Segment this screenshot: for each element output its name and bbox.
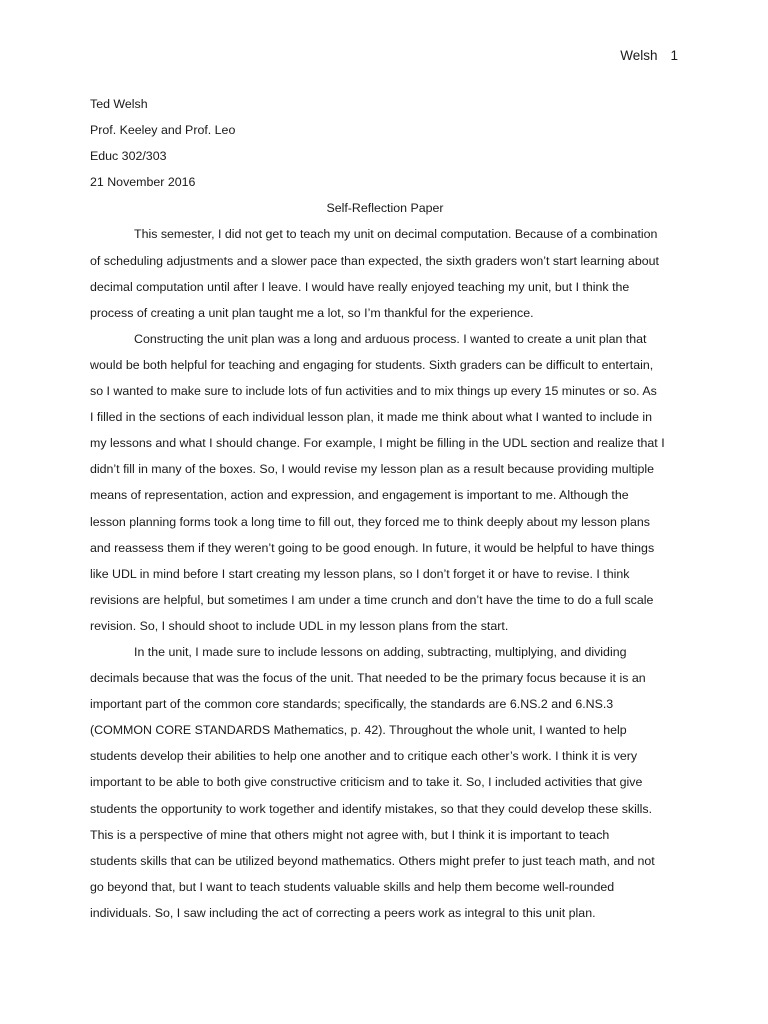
paragraph-line: In the unit, I made sure to include lessons on adding, subtracting, multiplying, and dividing — [134, 644, 627, 659]
heading-date: 21 November 2016 — [90, 175, 196, 190]
paragraph-line: This is a perspective of mine that others might not agree with, but I think it is important to teach — [90, 827, 610, 842]
paragraph-2 — [90, 326, 680, 639]
header-page-number: 1 — [670, 48, 678, 63]
paragraph-line: individuals. So, I saw including the act of correcting a peers work as integral to this unit plan. — [90, 905, 596, 920]
paragraph-line: This semester, I did not get to teach my unit on decimal computation. Because of a combination — [134, 227, 658, 242]
paragraph-line: lesson planning forms took a long time to fill out, they forced me to think deeply about my lesson plans — [90, 514, 650, 529]
paragraph-line: students the opportunity to work together and identify mistakes, so that they could develop these skills. — [90, 801, 653, 816]
paragraph-line: students develop their abilities to help one another and to critique each other’s work. I think it is very — [90, 749, 638, 764]
paragraph-1 — [90, 221, 680, 325]
paragraph-line: like UDL in mind before I start creating my lesson plans, so I don’t forget it or have to revise. I think — [90, 566, 630, 581]
paragraph-line: my lessons and what I should change. For example, I might be filling in the UDL section and realize that I — [90, 436, 665, 451]
paragraph-line: decimal computation until after I leave. I would have really enjoyed teaching my unit, but I think the — [90, 279, 630, 294]
document-body — [90, 91, 680, 926]
paragraph-line: (COMMON CORE STANDARDS Mathematics, p. 42). Throughout the whole unit, I wanted to help — [90, 723, 627, 738]
paragraph-line: would be both helpful for teaching and engaging for students. Sixth graders can be difficult to entertain, — [90, 357, 654, 372]
paragraph-line: means of representation, action and expression, and engagement is important to me. Although the — [90, 488, 629, 503]
paragraph-line: revision. So, I should shoot to include UDL in my lesson plans from the start. — [90, 618, 509, 633]
paragraph-line: students skills that can be utilized beyond mathematics. Others might prefer to just teach math, and not — [90, 853, 655, 868]
paragraph-3 — [90, 639, 680, 926]
paragraph-line: process of creating a unit plan taught me a lot, so I’m thankful for the experience. — [90, 305, 534, 320]
header-author-lastname: Welsh — [620, 48, 658, 63]
paragraph-line: go beyond that, but I want to teach students valuable skills and help them become well-rounded — [90, 879, 615, 894]
heading-name: Ted Welsh — [90, 97, 148, 111]
paragraph-line: I filled in the sections of each individual lesson plan, it made me think about what I wanted to include in — [90, 410, 653, 425]
paper-title: Self-Reflection Paper — [326, 201, 444, 216]
heading-course: Educ 302/303 — [90, 149, 167, 164]
paragraph-line: didn’t fill in many of the boxes. So, I would revise my lesson plan as a result because providing multiple — [90, 462, 655, 477]
running-header — [620, 46, 678, 66]
heading-professors: Prof. Keeley and Prof. Leo — [90, 123, 236, 138]
paragraph-line: so I wanted to make sure to include lots of fun activities and to mix things up every 15 minutes or so. As — [90, 384, 657, 399]
paragraph-line: important to be able to both give constructive criticism and to take it. So, I included activities that give — [90, 775, 643, 790]
paragraph-line: important part of the common core standards; specifically, the standards are 6.NS.2 and 6.NS.3 — [90, 697, 614, 712]
paragraph-line: of scheduling adjustments and a slower pace than expected, the sixth graders won’t start learning about — [90, 253, 659, 268]
paragraph-line: decimals because that was the focus of the unit. That needed to be the primary focus because it is an — [90, 671, 646, 686]
paragraph-line: and reassess them if they weren’t going to be good enough. In future, it would be helpful to have things — [90, 540, 655, 555]
paragraph-line: Constructing the unit plan was a long and arduous process. I wanted to create a unit plan that — [134, 331, 647, 346]
paragraph-line: revisions are helpful, but sometimes I am under a time crunch and don’t have the time to do a full scale — [90, 592, 654, 607]
